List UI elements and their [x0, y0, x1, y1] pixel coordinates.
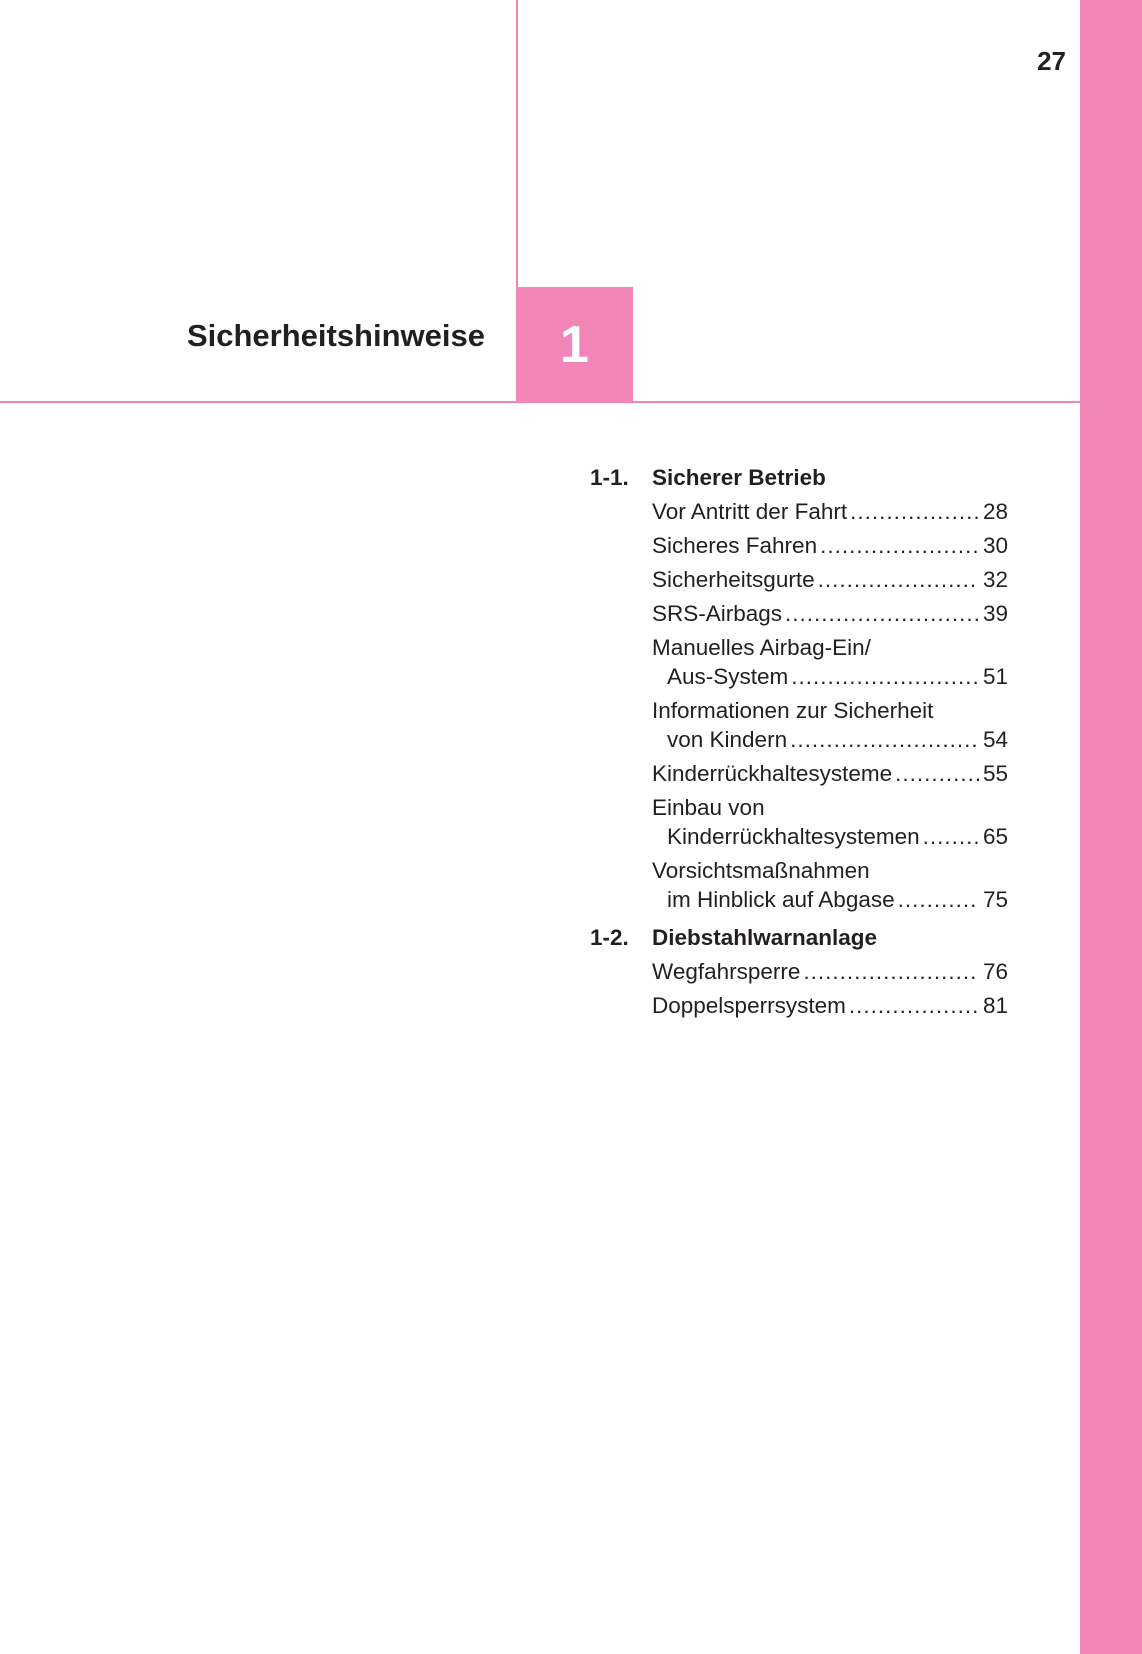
- dot-leader: [803, 957, 979, 986]
- toc-entry-sicherheit-kinder[interactable]: [590, 696, 1008, 754]
- entry-label: SRS-Airbags: [652, 601, 783, 626]
- dot-leader: [923, 822, 979, 851]
- entry-page: 55: [982, 761, 1008, 786]
- entry-page: 76: [982, 959, 1008, 984]
- entry-label: Wegfahrsperre: [652, 959, 801, 984]
- dot-leader: [790, 725, 979, 754]
- entry-label-continued: von Kindern: [667, 727, 788, 752]
- section-number: 1-1.: [590, 465, 629, 490]
- entry-page: 30: [982, 533, 1008, 558]
- dot-leader: [785, 599, 979, 628]
- entry-label-continued: im Hinblick auf Abgase: [667, 887, 895, 912]
- toc-section-1-1[interactable]: [590, 463, 1008, 492]
- dot-leader: [818, 565, 979, 594]
- entry-page: 75: [982, 887, 1008, 912]
- section-title: Sicherer Betrieb: [652, 465, 826, 490]
- toc-entry-einbau[interactable]: [590, 793, 1008, 851]
- entry-label-continued: Kinderrückhaltesystemen: [667, 824, 920, 849]
- entry-label: Sicheres Fahren: [652, 533, 818, 558]
- toc-section-1-2[interactable]: [590, 923, 1008, 952]
- section-title: Diebstahlwarnanlage: [652, 925, 878, 950]
- section-number: 1-2.: [590, 925, 629, 950]
- page-number: 27: [1037, 46, 1066, 76]
- toc-entry-wegfahrsperre[interactable]: [590, 957, 1008, 986]
- entry-label: Vorsichtsmaßnahmen: [652, 858, 870, 883]
- toc-entry-sicherheitsgurte[interactable]: [590, 565, 1008, 594]
- dot-leader: [898, 885, 979, 914]
- entry-page: 65: [982, 824, 1008, 849]
- entry-page: 28: [982, 499, 1008, 524]
- entry-page: 39: [982, 601, 1008, 626]
- entry-page: 81: [982, 993, 1008, 1018]
- toc-entry-abgase[interactable]: [590, 856, 1008, 914]
- side-tab-bar: [1080, 0, 1142, 1654]
- entry-label: Doppelsperrsystem: [652, 993, 846, 1018]
- entry-page: 51: [982, 664, 1008, 689]
- dot-leader: [820, 531, 979, 560]
- dot-leader: [791, 662, 979, 691]
- dot-leader: [895, 759, 979, 788]
- entry-label: Informationen zur Sicherheit: [652, 698, 934, 723]
- entry-label: Einbau von: [652, 795, 765, 820]
- toc-entry-kinderrueckhaltesysteme[interactable]: [590, 759, 1008, 788]
- entry-label: Kinderrückhaltesysteme: [652, 761, 893, 786]
- dot-leader: [850, 497, 979, 526]
- entry-label: Manuelles Airbag-Ein/: [652, 635, 871, 660]
- toc-entry-airbag-ein-aus[interactable]: [590, 633, 1008, 691]
- toc-entry-vor-antritt[interactable]: [590, 497, 1008, 526]
- chapter-number: 1: [560, 315, 589, 374]
- chapter-title: Sicherheitshinweise: [186, 318, 485, 353]
- toc-entry-doppelsperrsystem[interactable]: [590, 991, 1008, 1020]
- entry-label: Vor Antritt der Fahrt: [652, 499, 848, 524]
- entry-label-continued: Aus-System: [667, 664, 789, 689]
- entry-page: 54: [982, 727, 1008, 752]
- toc-entry-sicheres-fahren[interactable]: [590, 531, 1008, 560]
- chapter-number-box: [516, 287, 633, 402]
- entry-label: Sicherheitsgurte: [652, 567, 815, 592]
- dot-leader: [849, 991, 979, 1020]
- table-of-contents: [590, 456, 1008, 1020]
- toc-entry-srs-airbags[interactable]: [590, 599, 1008, 628]
- entry-page: 32: [982, 567, 1008, 592]
